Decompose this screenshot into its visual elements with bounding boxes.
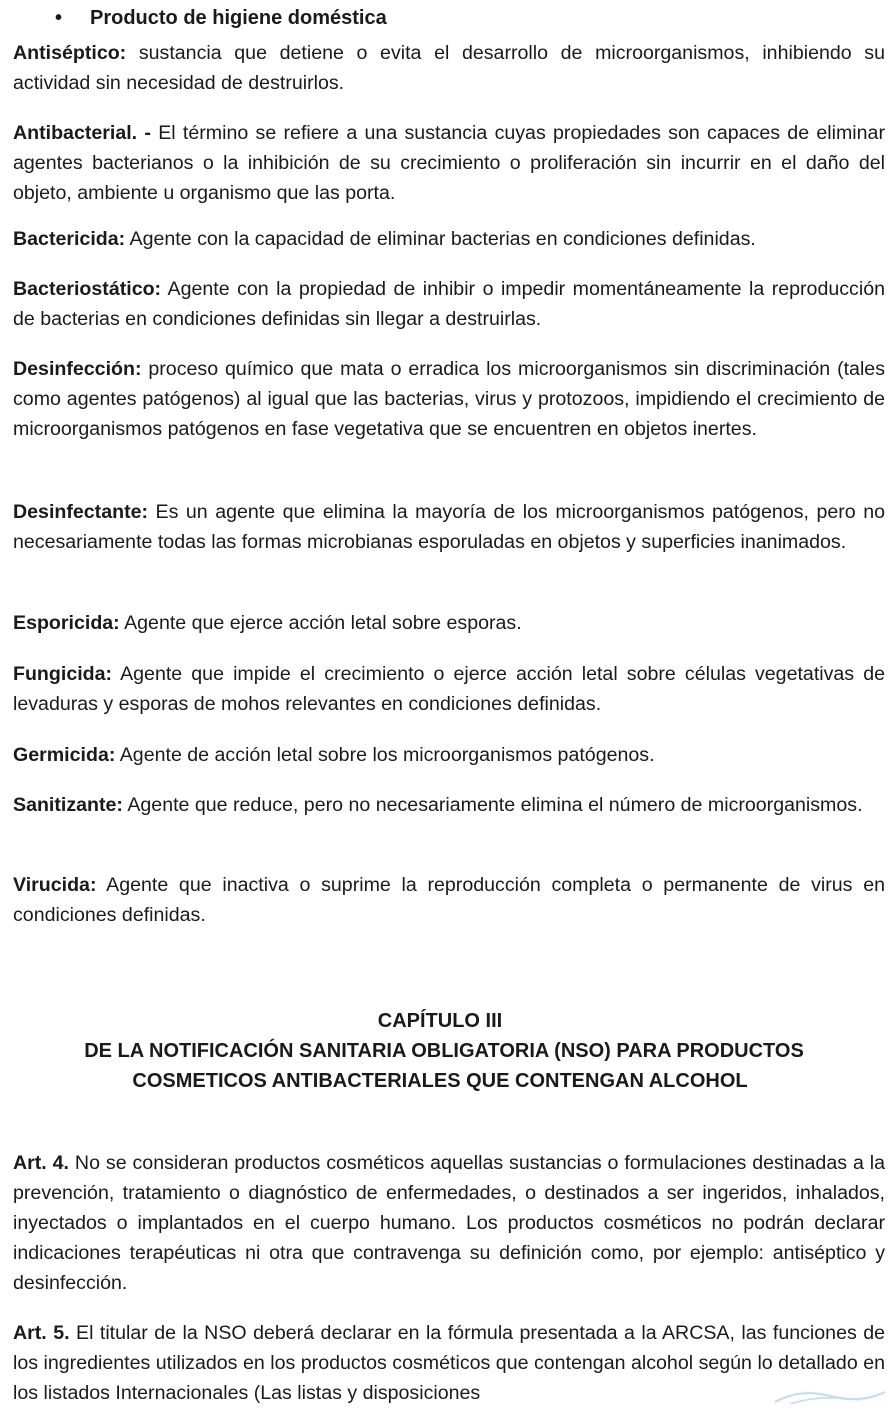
stamp-fragment-icon [770, 1384, 890, 1404]
definition-text: Agente que impide el crecimiento o ejerce acción letal sobre células vegetativas de levaduras y esporas de mohos relevantes en condiciones definidas. [13, 663, 885, 715]
chapter-title-line-2: COSMETICOS ANTIBACTERIALES QUE CONTENGAN ALCOHOL [132, 1070, 748, 1092]
definition-text: Agente con la propiedad de inhibir o impedir momentáneamente la reproducción de bacterias en condiciones definidas sin llegar a destruirlas. [13, 278, 885, 330]
definition-text: Agente que inactiva o suprime la reproducción completa o permanente de virus en condiciones definidas. [13, 874, 885, 926]
bullet-text: Producto de higiene doméstica [90, 7, 387, 29]
article-4 [13, 1148, 885, 1298]
definition-text: proceso químico que mata o erradica los microorganismos sin discriminación (tales como agentes patógenos) al igual que las bacterias, virus y protozoos, impidiendo el crecimiento de microorganismos patógenos en fase vegetativa que se encuentren en objetos inertes. [13, 358, 885, 440]
definition-term: Desinfectante: [13, 501, 149, 523]
article-label: Art. 5. [13, 1322, 70, 1344]
definition-desinfectante [13, 497, 885, 557]
definition-term: Esporicida: [13, 612, 120, 634]
definition-term: Virucida: [13, 874, 97, 896]
definition-term: Germicida: [13, 744, 116, 766]
definition-text: Agente que ejerce acción letal sobre esporas. [119, 612, 522, 634]
bullet-dot: • [55, 7, 63, 29]
definition-term: Bactericida: [13, 228, 126, 250]
bullet-item [55, 3, 387, 33]
article-text: No se consideran productos cosméticos aquellas sustancias o formulaciones destinadas a la prevención, tratamiento o diagnóstico de enfermedades, o destinados a ser ingeridos, inhalados, inyectados o implantados en el cuerpo humano. Los productos cosméticos no podrán declarar indicaciones terapéuticas ni otra que contravenga su definición como, por ejemplo: antiséptico y desinfección. [13, 1152, 886, 1294]
definition-text: Es un agente que elimina la mayoría de los microorganismos patógenos, pero no necesariamente todas las formas microbianas esporuladas en objetos y superficies inanimados. [13, 501, 885, 553]
definition-term: Antibacterial. - [13, 122, 151, 144]
definition-text: Agente que reduce, pero no necesariamente elimina el número de microorganismos. [122, 794, 863, 816]
article-text: El titular de la NSO deberá declarar en la fórmula presentada a la ARCSA, las funciones de los ingredientes utilizados en los productos cosméticos que contengan alcohol según lo detallado en los listados Internacionales (Las listas y disposiciones [13, 1322, 886, 1404]
definition-antibacterial [13, 118, 885, 208]
definition-text: sustancia que detiene o evita el desarrollo de microorganismos, inhibiendo su actividad sin necesidad de destruirlos. [13, 42, 885, 94]
article-5 [13, 1318, 885, 1408]
definition-term: Desinfección: [13, 358, 142, 380]
definition-term: Sanitizante: [13, 794, 123, 816]
chapter-number: CAPÍTULO III [377, 1010, 503, 1032]
definition-term: Fungicida: [13, 663, 113, 685]
article-label: Art. 4. [13, 1152, 70, 1174]
definition-antiseptico [13, 38, 885, 98]
definition-sanitizante [13, 790, 885, 820]
definition-virucida [13, 870, 885, 930]
definition-term: Antiséptico: [13, 42, 127, 64]
definition-bactericida [13, 224, 885, 254]
definition-germicida [13, 740, 885, 770]
definition-desinfeccion [13, 354, 885, 444]
definition-esporicida [13, 608, 885, 638]
definition-bacteriostatico [13, 274, 885, 334]
definition-fungicida [13, 659, 885, 719]
chapter-title-line-1: DE LA NOTIFICACIÓN SANITARIA OBLIGATORIA (NSO) PARA PRODUCTOS [84, 1040, 804, 1062]
definition-term: Bacteriostático: [13, 278, 162, 300]
definition-text: El término se refiere a una sustancia cuyas propiedades son capaces de eliminar agentes bacterianos o la inhibición de su crecimiento o proliferación sin incurrir en el daño del objeto, ambiente u organismo que las porta. [13, 122, 885, 204]
definition-text: Agente de acción letal sobre los microorganismos patógenos. [115, 744, 655, 766]
definition-text: Agente con la capacidad de eliminar bacterias en condiciones definidas. [125, 228, 756, 250]
